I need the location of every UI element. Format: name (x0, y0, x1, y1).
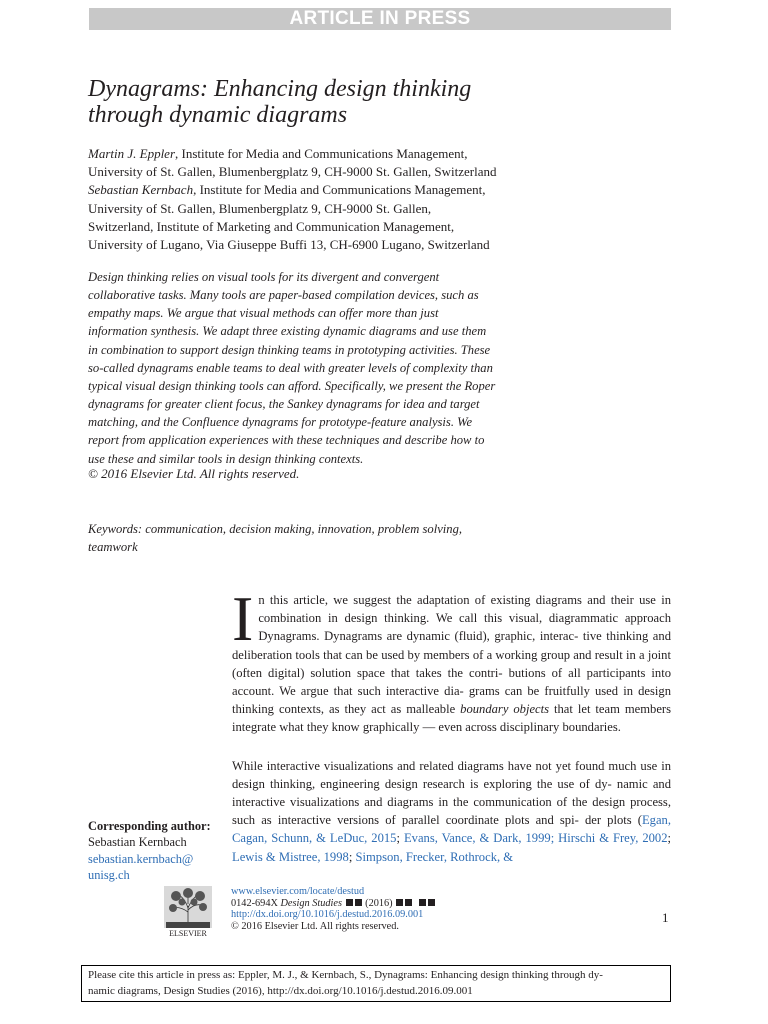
citation-link[interactable]: Lewis & Mistree, 1998 (232, 849, 349, 864)
citation-link[interactable]: Egan, Cagan, Schunn, & LeDuc, 2015 (232, 813, 671, 846)
abstract-line: report from application experiences with these techniques and describe how to (88, 433, 485, 448)
title-line-1: Dynagrams: Enhancing design thinking (88, 76, 472, 102)
doi-link[interactable]: http://dx.doi.org/10.1016/j.destud.2016.09.001 (231, 909, 424, 921)
abstract-line: matching, and the Confluence dynagrams for prototype-feature analysis. We (88, 415, 473, 430)
abstract-line: Design thinking relies on visual tools for its divergent and convergent (88, 270, 440, 284)
author-affiliations (88, 145, 548, 254)
affiliation-line: University of St. Gallen, Blumenbergplatz 9, CH-9000 St. Gallen, Switzerland (88, 164, 497, 180)
issn-line: 0142-694X Design Studies (2016) (231, 898, 436, 910)
corresponding-author (88, 818, 218, 883)
corresponding-author-name: Sebastian Kernbach (88, 835, 187, 850)
affiliation-line: University of Lugano, Via Giuseppe Buffi 13, CH-6900 Lugano, Switzerland (88, 237, 490, 253)
abstract (88, 268, 533, 468)
placeholder-square-icon (405, 899, 412, 906)
placeholder-square-icon (355, 899, 362, 906)
citation-link[interactable]: Evans, Vance, & Dark, 1999; (403, 831, 555, 846)
abstract-line: in combination to support design thinking teams in prototyping activities. These (88, 342, 491, 357)
drop-cap: I (232, 583, 254, 654)
citation-link[interactable]: Hirschi & Frey, 2002 (558, 831, 668, 846)
title-line-2: through dynamic diagrams (88, 102, 348, 128)
elsevier-tree-logo-icon (164, 886, 212, 938)
abstract-line: dynagrams for greater client focus, the Sankey dynagrams for idea and target (88, 397, 480, 412)
placeholder-square-icon (428, 899, 435, 906)
author-name: Martin J. Eppler (88, 146, 176, 161)
citation-notice (81, 965, 671, 1002)
abstract-line: collaborative tasks. Many tools are paper-based compilation devices, such as (88, 288, 479, 303)
corresponding-author-email[interactable]: sebastian.kernbach@ unisg.ch (88, 851, 194, 882)
keywords-line: Keywords: communication, decision making, innovation, problem solving, (88, 522, 463, 536)
emphasis: boundary objects (460, 702, 550, 717)
citation-link[interactable]: Simpson, Frecker, Rothrock, & (355, 849, 514, 864)
keywords-line: teamwork (88, 540, 138, 554)
placeholder-square-icon (346, 899, 353, 906)
placeholder-square-icon (419, 899, 426, 906)
article-title (88, 76, 648, 128)
abstract-line: so-called dynagrams enable teams to deal with greater levels of complexity than (88, 360, 493, 375)
article-in-press-banner: ARTICLE IN PRESS (89, 8, 671, 30)
publisher-copyright: © 2016 Elsevier Ltd. All rights reserved. (231, 921, 399, 933)
corresponding-author-label: Corresponding author: (88, 819, 211, 833)
abstract-line: typical visual design thinking tools can afford. Specifically, we present the Roper (88, 378, 496, 393)
author-name: Sebastian Kernbach (88, 182, 194, 198)
abstract-line: information synthesis. We adapt three existing dynamic diagrams and use them (88, 324, 487, 339)
body-paragraph-2: While interactive visualizations and related diagrams have not yet found much use in design thinking, engineering design research is exploring the use of dy- namic and interactive visualizations and diagrams in the communication of the design process, such as interactive versions of parallel coordinate plots and spi- der plots (Egan, Cagan, Schunn, & LeDuc, 2015; Evans, Vance, & Dark, 1999; Hirschi & Frey, 2002; Lewis & Mistree, 1998; Simpson, Frecker, Rothrock, & (232, 758, 672, 864)
citation-notice-line: namic diagrams, Design Studies (2016), http://dx.doi.org/10.1016/j.destud.2016.09.001 (88, 984, 473, 997)
affiliation-line: University of St. Gallen, Blumenbergplatz 9, CH-9000 St. Gallen, (88, 200, 432, 216)
article-body (232, 583, 672, 866)
author-line: Sebastian Kernbach, Institute for Media and Communications Management, (88, 182, 486, 198)
citation-notice-line: Please cite this article in press as: Eppler, M. J., & Kernbach, S., Dynagrams: Enhancing design thinking through dy- (88, 969, 603, 981)
abstract-line: use these and similar tools in design thinking contexts. (88, 451, 364, 466)
abstract-line: empathy maps. We argue that visual methods can offer more than just (88, 306, 439, 321)
keywords (88, 520, 528, 556)
publication-info (231, 886, 436, 933)
abstract-copyright: © 2016 Elsevier Ltd. All rights reserved. (88, 466, 300, 481)
author-line: Martin J. Eppler, Institute for Media and Communications Management, (88, 146, 468, 161)
body-paragraph-1: I n this article, we suggest the adaptation of existing diagrams and their use in combination in design thinking. We call this visual, diagrammatic approach Dynagrams. Dynagrams are dynamic (fluid), graphic, interac- tive thinking and deliberation tools that can be used by members of a working group and result in a joint (often digital) solution space that takes the contri- butions of all participants into account. We argue that such interactive dia- grams can be fruitfully used in design thinking contexts, as they act as malleable boundary objects that let team members integrate what they know graphically — even across disciplinary boundaries. (232, 583, 671, 735)
journal-name: Design Studies (280, 897, 342, 909)
affiliation-line: Switzerland, Institute of Marketing and Communication Management, (88, 218, 455, 234)
page-number: 1 (662, 910, 669, 925)
publisher-logo-text: ELSEVIER (169, 929, 207, 938)
placeholder-square-icon (396, 899, 403, 906)
journal-url-link[interactable]: www.elsevier.com/locate/destud (231, 886, 365, 897)
